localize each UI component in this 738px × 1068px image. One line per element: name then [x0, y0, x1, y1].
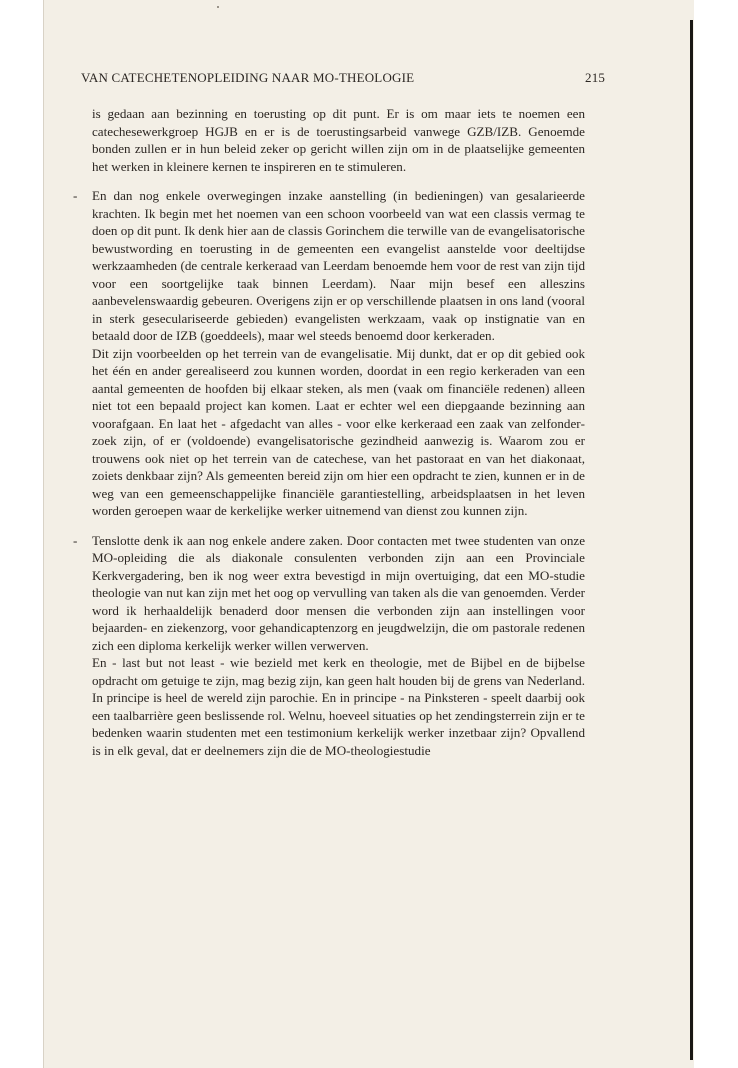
- paragraph-other-matters: Tenslotte denk ik aan nog enkele andere zaken. Door contacten met twee studenten van onze MO-opleiding die als diakonale consulenten verbonden zijn aan een Provinciale Kerkvergadering, ben ik nog weer extra bevestigd in mijn overtuiging, dat een MO-studie theologie van nut kan zijn met het oog op vervulling van taken als die van genoemden. Verder word ik herhaaldelijk benaderd door mensen die verbonden zijn aan instellingen voor bejaarden- en ziekenzorg, voor gehandicaptenzorg en jeugdwelzijn, die om pastorale redenen zich een diploma kerkelijk werker willen verwerven.: [92, 532, 585, 653]
- body-text: [73, 105, 585, 759]
- scan-speck: [217, 6, 219, 8]
- dash-bullet: -: [73, 532, 78, 548]
- dash-bullet: -: [73, 188, 78, 203]
- paragraph-examples: Dit zijn voorbeelden op het terrein van de evangelisatie. Mij dunkt, dat er op dit gebied ook het één en ander gerealiseerd zou kunnen worden, doordat in een regio kerkeraden van een aantal gemeenten de hoofden bij elkaar steken, als men (vaak om financiële redenen) alleen niet tot een bepaald project kan komen. Laat er echter wel een diepgaande bezinning aan voorafgaan. En laat het - afgedacht van alles - voor elke kerkeraad een zaak van zelfonderzoek zijn, of er (voldoende) evangelisatorische gezindheid aanwezig is. Waarom zou er trouwens ook niet op het terrein van de catechese, van het pastoraat en van het diakonaat, zoiets denkbaar zijn? Als gemeenten bereid zijn om hier een opdracht te zien, kunnen er in de weg van een gemeenschappelijke financiële garantiestelling, arbeidsplaatsen in het leven worden geroepen waar de kerkelijke werker uitnemend van dienst zou kunnen zijn.: [92, 345, 585, 518]
- list-item-other-matters: [73, 532, 585, 760]
- page-number: 215: [585, 70, 606, 85]
- list-item-salaried-workers: [73, 187, 585, 520]
- paragraph-last-but-not-least: En - last but not least - wie bezield met kerk en theologie, met de Bijbel en de bijbelse opdracht om getuige te zijn, mag bezig zijn, kan geen halt houden bij de grens van Nederland. In principe is heel de wereld zijn parochie. En in principe - na Pinksteren - speelt daarbij ook een taalbarrière geen beslissende rol. Welnu, hoeveel situaties op het zendingsterrein zijn er te bedenken waarin studenten met een testimonium kerkelijk werker inzetbaar zijn? Opvallend is in elk geval, dat er deelnemers zijn die de MO-theologiestudie: [92, 655, 585, 758]
- running-title: VAN CATECHETENOPLEIDING NAAR MO-THEOLOGIE: [81, 70, 415, 85]
- paragraph-continuation: is gedaan aan bezinning en toerusting op dit punt. Er is om maar iets te noemen een catechesewerkgroep HGJB en er is de toerustingsarbeid vanwege GZB/IZB. Genoemde bonden zullen er in hun beleid zeker op gericht willen zijn om in de plaatselijke gemeenten het werken in kleinere kernen te inspireren en te stimuleren.: [92, 106, 585, 174]
- paragraph-salaried-workers: En dan nog enkele overwegingen inzake aanstelling (in bedieningen) van gesalarieerde krachten. Ik begin met het noemen van een schoon voorbeeld van wat een classis vermag te doen op dit punt. Ik denk hier aan de classis Gorinchem die terwille van de evangelisatorische bewustwording en toerusting in de gemeenten een evangelist aanstelde voor deeltijdse werkzaamheden (de centrale kerkeraad van Leerdam benoemde hem voor de rest van zijn tijd voor een soortgelijke taak binnen Leerdam). Naar mijn besef een alleszins aanbevelenswaardig gebeuren. Overigens zijn er op verschillende plaatsen in ons land (vooral in sterk geseculariseerde gebieden) evangelisten werkzaam, vaak op instignatie van en betaald door de IZB (goeddeels), maar wel steeds benoemd door kerkeraden.: [92, 188, 585, 343]
- book-spine-shadow: [690, 20, 693, 1060]
